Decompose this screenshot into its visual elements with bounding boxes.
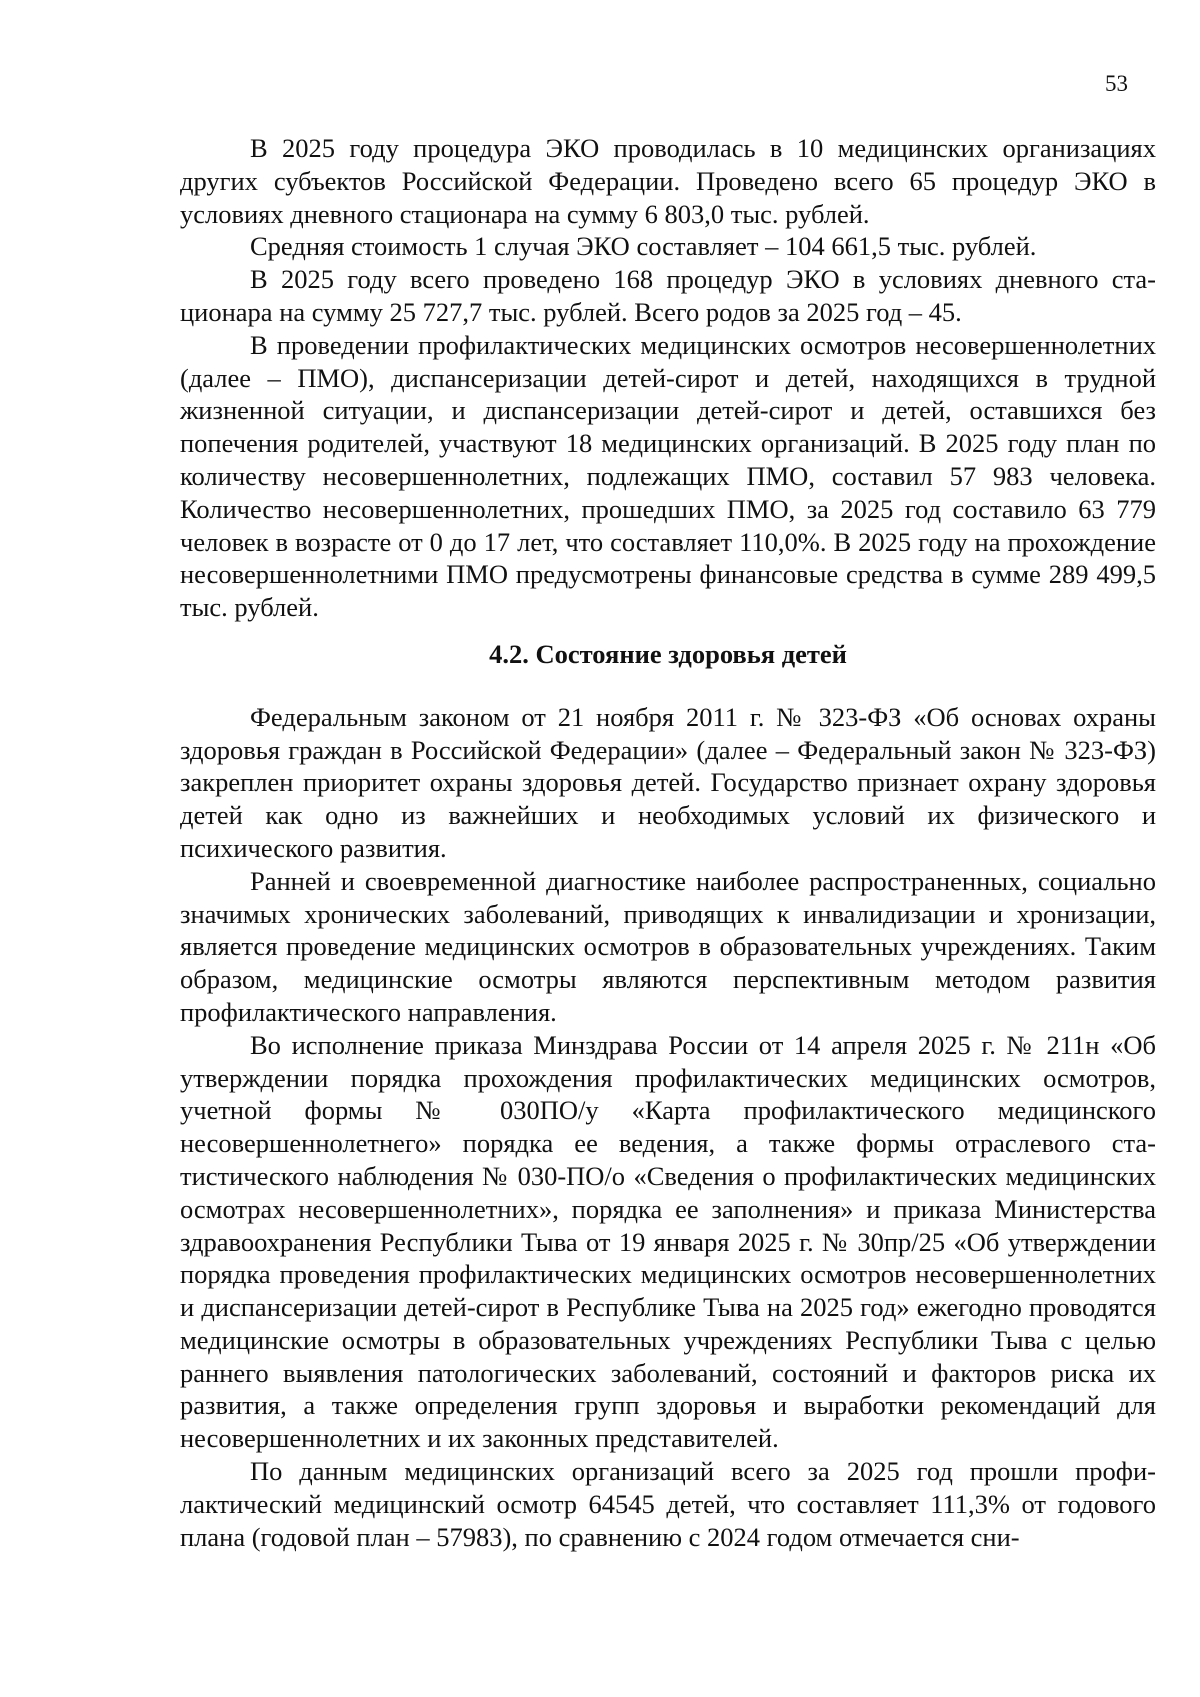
paragraph-federal-law: Федеральным законом от 21 ноября 2011 г. № 323-ФЗ «Об основах охраны здоровья граждан в Российской Федерации» (далее – Федеральный закон № 323-ФЗ) закреплен приоритет охраны здоровья детей. Государство признает охрану здоровья детей как одно из важнейших и необходимых условий их физического и психического развития. [180, 701, 1156, 863]
paragraph-eco-average-cost: Средняя стоимость 1 случая ЭКО составляет – 104 661,5 тыс. рублей. [250, 231, 1037, 262]
page-number: 53 [1105, 71, 1128, 96]
document-body [180, 132, 1156, 1553]
paragraph-ministry-orders: Во исполнение приказа Минздрава России от 14 апреля 2025 г. № 211н «Об утверждении порядка прохождения профилактических медицинских осмотров, учетной формы № 030ПО/у «Карта профилактического медицинского несовершеннолетнего» порядка ее ведения, а также формы отраслевого статистического наблюдения № 030-ПО/о «Сведения о профилактических медицинских осмотрах несовершеннолетних», порядка ее заполнения» и приказа Министерства здравоохранения Республики Тыва от 19 января 2025 г. № 30пр/25 «Об утверждении порядка проведения профилактических медицинских осмотров несовершеннолетних и диспансеризации детей-сирот в Республике Тыва на 2025 год» ежегодно проводятся медицинские осмотры в образовательных учреждениях Республики Тыва с целью раннего выявления патологических заболеваний, состояний и факторов риска их развития, а также определения групп здоровья и выработки рекомендаций для несовершеннолетних и их законных представителей. [180, 1029, 1156, 1454]
section-heading: 4.2. Состояние здоровья детей [489, 638, 847, 669]
paragraph-early-diagnostics: Ранней и своевременной диагностике наиболее распространенных, социально значимых хронических заболеваний, приводящих к инвалидизации и хронизации, является проведение медицинских осмотров в образовательных учреждениях. Таким образом, медицинские осмотры являются перспективным методом развития профилактического направления. [180, 865, 1156, 1027]
paragraph-medical-exam-results: По данным медицинских организаций всего за 2025 год прошли профилактический медицинский осмотр 64545 детей, что составляет 111,3% от годового плана (годовой план – 57983), по сравнению с 2024 годом отмечается сни- [180, 1456, 1156, 1552]
paragraph-pmo-minors: В проведении профилактических медицинских осмотров несовершеннолетних (далее – ПМО), диспансеризации детей-сирот и детей, находящихся в трудной жизненной ситуации, и диспансеризации детей-сирот и детей, оставшихся без попечения родителей, участвуют 18 медицинских организаций. В 2025 году план по количеству несовершеннолетних, подлежащих ПМО, составил 57 983 человека. Количество несовершеннолетних, прошедших ПМО, за 2025 год составило 63 779 человек в возрасте от 0 до 17 лет, что составляет 110,0%. В 2025 году на прохождение несовершеннолетними ПМО предусмотрены финансовые средства в сумме 289 499,5 тыс. рублей. [180, 329, 1156, 623]
paragraph-eco-other-regions: В 2025 году процедура ЭКО проводилась в 10 медицинских организациях других субъектов Российской Федерации. Проведено всего 65 процедур ЭКО в условиях дневного стационара на сумму 6 803,0 тыс. рублей. [180, 133, 1156, 229]
paragraph-eco-total: В 2025 году всего проведено 168 процедур ЭКО в условиях дневного стационара на сумму 25 727,7 тыс. рублей. Всего родов за 2025 год – 45. [180, 264, 1156, 327]
